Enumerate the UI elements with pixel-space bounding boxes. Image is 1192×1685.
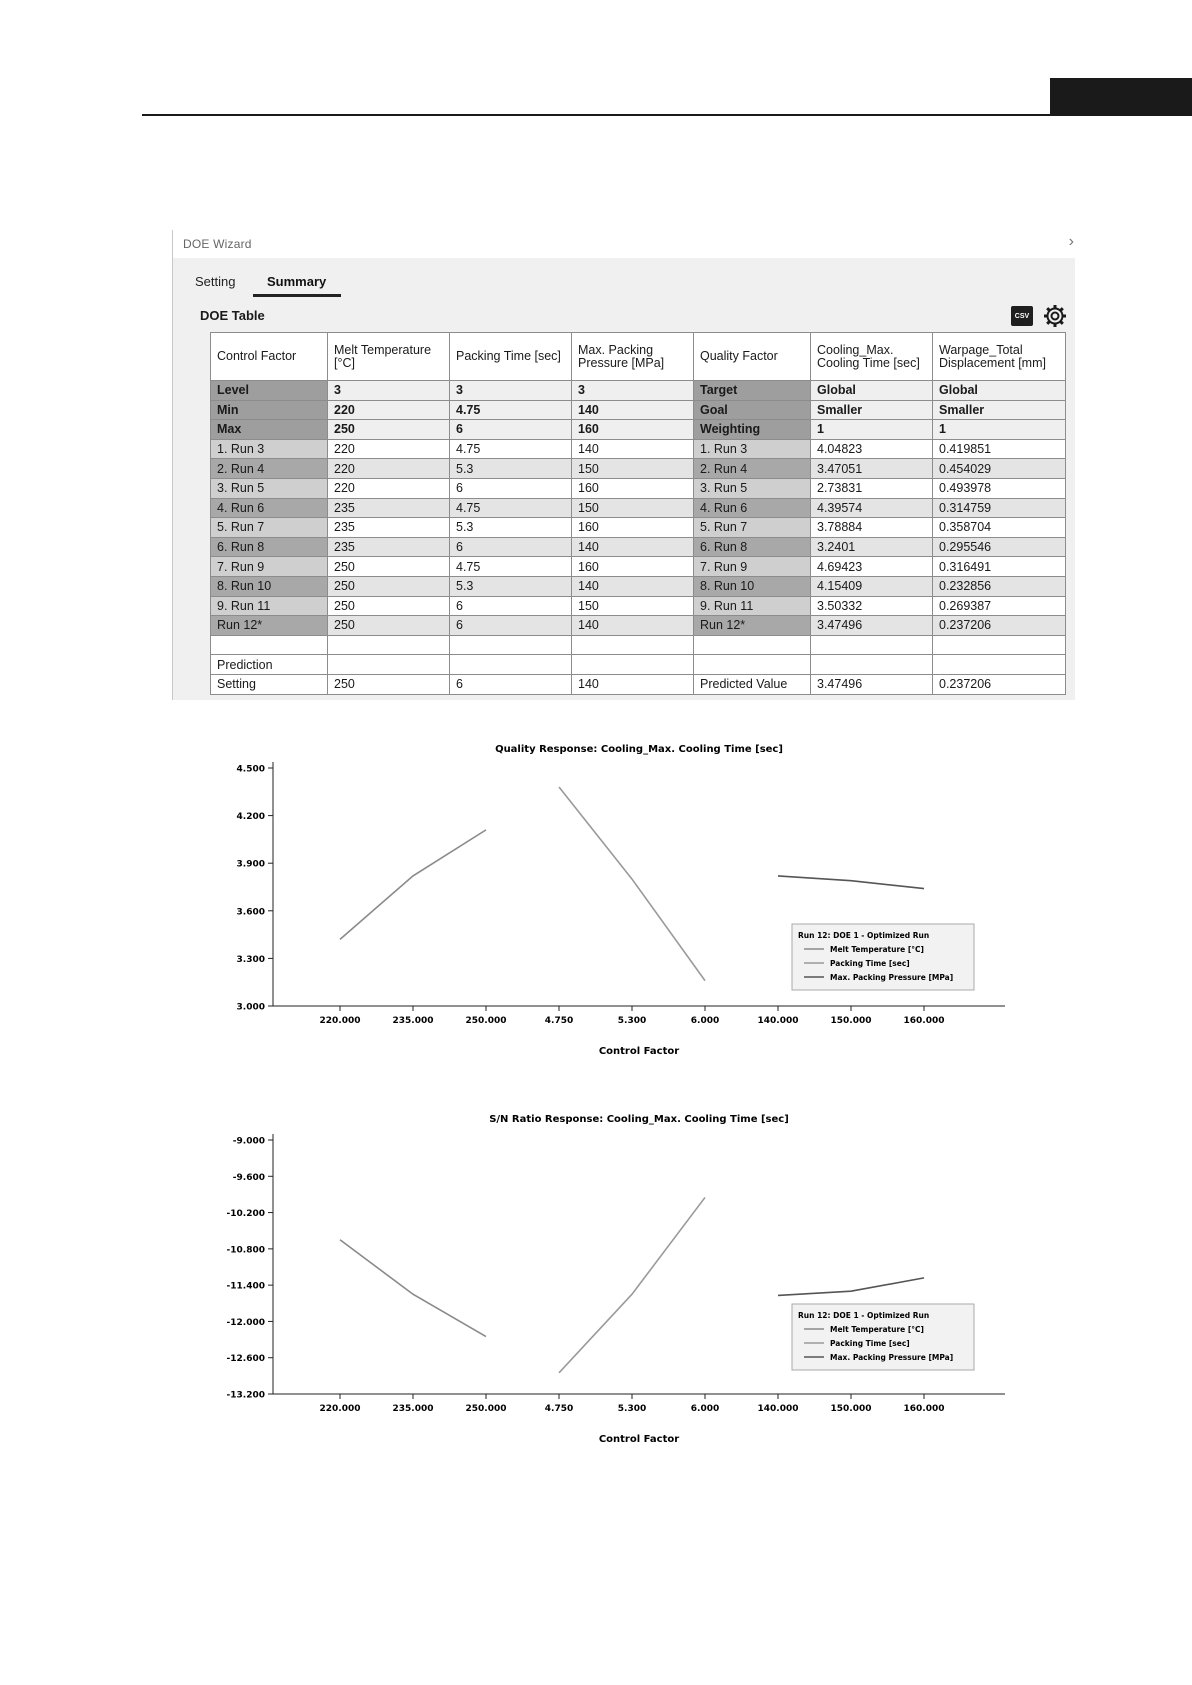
legend-entry: Melt Temperature [°C] — [830, 945, 924, 954]
x-tick-label: 235.000 — [392, 1404, 434, 1414]
table-cell: 140 — [572, 576, 694, 596]
table-cell: 160 — [572, 420, 694, 440]
table-cell: 220 — [328, 478, 450, 498]
prediction-label: Prediction — [211, 655, 328, 675]
table-cell: 150 — [572, 596, 694, 616]
table-cell: 4.75 — [450, 400, 572, 420]
active-tab-indicator — [253, 294, 341, 297]
table-cell: 160 — [572, 518, 694, 538]
legend-entry: Melt Temperature [°C] — [830, 1325, 924, 1334]
y-tick-label: -9.600 — [232, 1172, 265, 1183]
series-line — [340, 1240, 486, 1337]
x-tick-label: 235.000 — [392, 1016, 434, 1026]
table-cell — [933, 635, 1066, 655]
table-cell: 3.47496 — [811, 674, 933, 694]
legend-title: Run 12: DOE 1 - Optimized Run — [798, 1311, 930, 1320]
header-tab — [1050, 78, 1192, 116]
y-tick-label: 3.600 — [236, 907, 265, 918]
chevron-right-icon[interactable]: › — [1068, 233, 1074, 250]
table-cell: 3 — [450, 381, 572, 401]
column-header: Cooling_Max. Cooling Time [sec] — [811, 333, 933, 381]
x-tick-label: 160.000 — [903, 1016, 945, 1026]
series-line — [778, 876, 924, 889]
table-cell: 250 — [328, 420, 450, 440]
y-tick-label: -13.200 — [226, 1390, 265, 1401]
row-label-cell: 1. Run 3 — [211, 439, 328, 459]
table-cell — [450, 635, 572, 655]
sn-ratio-response-svg — [180, 1108, 1040, 1466]
y-tick-label: 3.000 — [236, 1002, 265, 1013]
csv-icon[interactable] — [1011, 306, 1033, 326]
row-label-cell: Level — [211, 381, 328, 401]
row-label-cell: 8. Run 10 — [694, 576, 811, 596]
y-tick-label: -12.000 — [226, 1317, 265, 1328]
row-label-cell: 6. Run 8 — [211, 537, 328, 557]
csv-icon-text: CSV — [1014, 312, 1030, 320]
chart-title: Quality Response: Cooling_Max. Cooling Time [sec] — [495, 744, 783, 755]
table-cell: 3.47051 — [811, 459, 933, 479]
header-rule — [142, 114, 1192, 116]
doe-table — [210, 332, 1066, 695]
table-cell: 150 — [572, 459, 694, 479]
series-line — [559, 787, 705, 981]
table-cell: 5.3 — [450, 518, 572, 538]
table-cell: 6 — [450, 596, 572, 616]
y-tick-label: -10.800 — [226, 1245, 265, 1256]
table-cell: 160 — [572, 557, 694, 577]
table-cell — [811, 635, 933, 655]
table-cell: 0.237206 — [933, 616, 1066, 636]
table-cell — [933, 655, 1066, 675]
row-label-cell: Target — [694, 381, 811, 401]
table-cell: 235 — [328, 498, 450, 518]
table-cell: 0.232856 — [933, 576, 1066, 596]
row-label-cell: 5. Run 7 — [694, 518, 811, 538]
table-row — [211, 478, 1066, 498]
table-cell — [694, 635, 811, 655]
row-label-cell: Weighting — [694, 420, 811, 440]
table-cell — [572, 655, 694, 675]
table-cell: 0.237206 — [933, 674, 1066, 694]
table-cell: Global — [933, 381, 1066, 401]
x-axis-label: Control Factor — [598, 1434, 680, 1445]
row-label-cell: Predicted Value — [694, 674, 811, 694]
table-cell: 140 — [572, 439, 694, 459]
table-cell: 0.454029 — [933, 459, 1066, 479]
table-cell — [328, 655, 450, 675]
table-cell: 3.50332 — [811, 596, 933, 616]
table-cell: 0.269387 — [933, 596, 1066, 616]
row-label-cell: Run 12* — [694, 616, 811, 636]
wizard-title: DOE Wizard — [183, 237, 252, 251]
table-cell: Smaller — [933, 400, 1066, 420]
table-cell: 1 — [933, 420, 1066, 440]
spec-row — [211, 420, 1066, 440]
tab-setting[interactable]: Setting — [195, 274, 236, 289]
x-tick-label: 6.000 — [690, 1016, 720, 1026]
row-label-cell: 2. Run 4 — [211, 459, 328, 479]
table-row — [211, 498, 1066, 518]
legend-title: Run 12: DOE 1 - Optimized Run — [798, 931, 930, 940]
table-cell: Global — [811, 381, 933, 401]
table-cell — [450, 655, 572, 675]
table-cell: 250 — [328, 596, 450, 616]
row-label-cell: 8. Run 10 — [211, 576, 328, 596]
table-cell: 6 — [450, 616, 572, 636]
table-cell: 235 — [328, 518, 450, 538]
table-cell: 0.419851 — [933, 439, 1066, 459]
x-tick-label: 5.300 — [617, 1404, 647, 1414]
table-cell: 160 — [572, 478, 694, 498]
table-cell: 4.75 — [450, 557, 572, 577]
table-cell: 0.493978 — [933, 478, 1066, 498]
table-cell: 3 — [572, 381, 694, 401]
gear-icon[interactable] — [1043, 304, 1067, 328]
series-line — [559, 1197, 705, 1372]
row-label-cell: Goal — [694, 400, 811, 420]
table-row — [211, 459, 1066, 479]
legend-entry: Packing Time [sec] — [830, 959, 910, 968]
row-label-cell: 4. Run 6 — [694, 498, 811, 518]
table-cell: 0.358704 — [933, 518, 1066, 538]
table-cell: 220 — [328, 439, 450, 459]
y-tick-label: 3.300 — [236, 954, 265, 965]
row-label-cell: 2. Run 4 — [694, 459, 811, 479]
table-cell: 3.78884 — [811, 518, 933, 538]
row-label-cell: Run 12* — [211, 616, 328, 636]
table-row — [211, 596, 1066, 616]
x-tick-label: 220.000 — [319, 1404, 361, 1414]
table-cell: 250 — [328, 557, 450, 577]
wizard-titlebar — [173, 230, 1076, 258]
row-label-cell: 6. Run 8 — [694, 537, 811, 557]
table-cell: 220 — [328, 400, 450, 420]
table-row — [211, 616, 1066, 636]
table-cell: 250 — [328, 576, 450, 596]
table-cell: 220 — [328, 459, 450, 479]
table-cell: 140 — [572, 537, 694, 557]
row-label-cell: 5. Run 7 — [211, 518, 328, 538]
x-tick-label: 250.000 — [465, 1016, 507, 1026]
x-tick-label: 4.750 — [544, 1016, 574, 1026]
y-tick-label: -9.000 — [232, 1136, 265, 1147]
column-header: Max. Packing Pressure [MPa] — [572, 333, 694, 381]
column-header: Packing Time [sec] — [450, 333, 572, 381]
quality-response-svg — [180, 738, 1040, 1078]
row-label-cell: 9. Run 11 — [211, 596, 328, 616]
table-cell: 3 — [328, 381, 450, 401]
table-cell: 3.2401 — [811, 537, 933, 557]
row-label-cell: 1. Run 3 — [694, 439, 811, 459]
x-tick-label: 6.000 — [690, 1404, 720, 1414]
table-cell: 140 — [572, 400, 694, 420]
row-label-cell: 7. Run 9 — [211, 557, 328, 577]
row-label-cell: Setting — [211, 674, 328, 694]
x-tick-label: 140.000 — [757, 1016, 799, 1026]
table-cell — [572, 635, 694, 655]
table-cell: 150 — [572, 498, 694, 518]
table-cell: 140 — [572, 674, 694, 694]
table-cell: 5.3 — [450, 459, 572, 479]
table-cell: 6 — [450, 674, 572, 694]
table-cell: 4.69423 — [811, 557, 933, 577]
table-cell: 235 — [328, 537, 450, 557]
table-cell: 250 — [328, 616, 450, 636]
table-cell: 4.75 — [450, 439, 572, 459]
table-cell: 3.47496 — [811, 616, 933, 636]
quality-response-chart — [180, 738, 1040, 1082]
table-cell: 0.314759 — [933, 498, 1066, 518]
table-cell: 250 — [328, 674, 450, 694]
x-tick-label: 220.000 — [319, 1016, 361, 1026]
setting-row — [211, 674, 1066, 694]
table-row — [211, 439, 1066, 459]
x-tick-label: 250.000 — [465, 1404, 507, 1414]
table-cell: 4.04823 — [811, 439, 933, 459]
table-cell — [694, 655, 811, 675]
table-row — [211, 537, 1066, 557]
x-tick-label: 4.750 — [544, 1404, 574, 1414]
legend-entry: Max. Packing Pressure [MPa] — [830, 973, 954, 982]
column-header: Control Factor — [211, 333, 328, 381]
legend-entry: Max. Packing Pressure [MPa] — [830, 1353, 954, 1362]
table-cell: 0.316491 — [933, 557, 1066, 577]
table-cell — [211, 635, 328, 655]
series-line — [778, 1278, 924, 1296]
x-tick-label: 5.300 — [617, 1016, 647, 1026]
table-cell: 1 — [811, 420, 933, 440]
row-label-cell: 3. Run 5 — [211, 478, 328, 498]
table-cell: 5.3 — [450, 576, 572, 596]
row-label-cell: Min — [211, 400, 328, 420]
y-tick-label: 3.900 — [236, 859, 265, 870]
doe-table-title: DOE Table — [200, 308, 265, 323]
legend-entry: Packing Time [sec] — [830, 1339, 910, 1348]
series-line — [340, 830, 486, 939]
x-tick-label: 160.000 — [903, 1404, 945, 1414]
column-header: Warpage_Total Displacement [mm] — [933, 333, 1066, 381]
column-header: Quality Factor — [694, 333, 811, 381]
row-label-cell: 3. Run 5 — [694, 478, 811, 498]
table-cell: 2.73831 — [811, 478, 933, 498]
chart-title: S/N Ratio Response: Cooling_Max. Cooling Time [sec] — [489, 1114, 789, 1125]
row-label-cell: 7. Run 9 — [694, 557, 811, 577]
row-label-cell: 9. Run 11 — [694, 596, 811, 616]
table-cell: 4.15409 — [811, 576, 933, 596]
y-tick-label: -10.200 — [226, 1209, 265, 1220]
y-tick-label: 4.200 — [236, 812, 265, 823]
table-cell: Smaller — [811, 400, 933, 420]
row-label-cell: Max — [211, 420, 328, 440]
x-tick-label: 140.000 — [757, 1404, 799, 1414]
table-row — [211, 518, 1066, 538]
spec-row — [211, 400, 1066, 420]
y-tick-label: -12.600 — [226, 1354, 265, 1365]
blank-row — [211, 635, 1066, 655]
row-label-cell: 4. Run 6 — [211, 498, 328, 518]
doe-wizard-panel — [172, 230, 1075, 700]
table-cell: 6 — [450, 478, 572, 498]
table-cell: 140 — [572, 616, 694, 636]
y-tick-label: 4.500 — [236, 764, 265, 775]
table-row — [211, 576, 1066, 596]
x-axis-label: Control Factor — [598, 1046, 680, 1057]
table-cell: 6 — [450, 537, 572, 557]
table-cell: 6 — [450, 420, 572, 440]
y-tick-label: -11.400 — [226, 1281, 265, 1292]
tab-summary[interactable]: Summary — [267, 274, 327, 289]
x-tick-label: 150.000 — [830, 1016, 872, 1026]
table-header-row — [211, 333, 1066, 381]
prediction-row — [211, 655, 1066, 675]
table-cell: 4.39574 — [811, 498, 933, 518]
column-header: Melt Temperature [°C] — [328, 333, 450, 381]
table-cell: 0.295546 — [933, 537, 1066, 557]
table-cell — [328, 635, 450, 655]
table-row — [211, 557, 1066, 577]
x-tick-label: 150.000 — [830, 1404, 872, 1414]
table-cell: 4.75 — [450, 498, 572, 518]
table-cell — [811, 655, 933, 675]
spec-row — [211, 381, 1066, 401]
sn-ratio-response-chart — [180, 1108, 1040, 1470]
